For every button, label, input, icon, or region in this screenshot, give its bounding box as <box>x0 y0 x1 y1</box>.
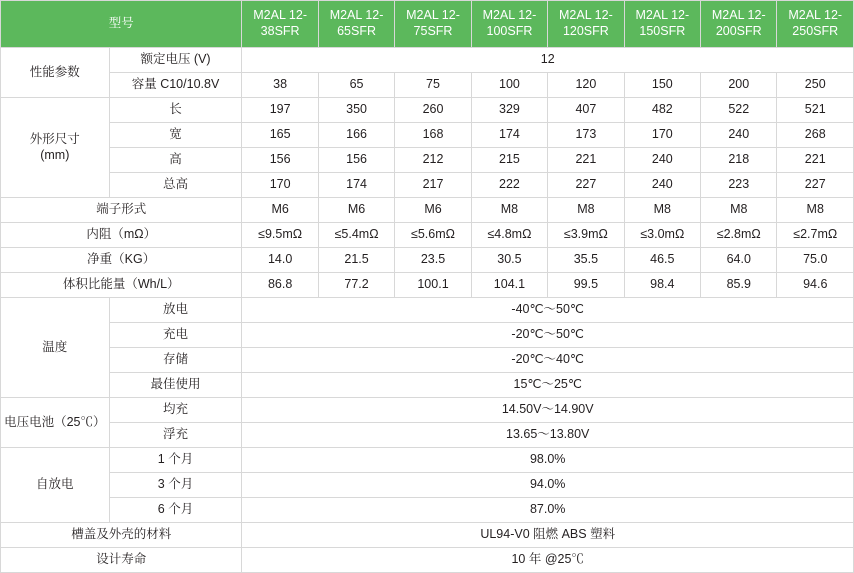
table-row <box>1 173 854 198</box>
row-label-internal-resistance: 内阻（mΩ） <box>1 223 242 248</box>
value-cell: 150 <box>624 73 700 98</box>
header-model-5: M2AL 12-150SFR <box>624 1 700 48</box>
value-charge-temp: -20℃～50℃ <box>242 323 854 348</box>
value-cell: 240 <box>624 148 700 173</box>
value-six-months: 87.0% <box>242 498 854 523</box>
value-storage-temp: -20℃～40℃ <box>242 348 854 373</box>
value-cell: ≤4.8mΩ <box>471 223 547 248</box>
table-row <box>1 398 854 423</box>
row-label-case-material: 槽盖及外壳的材料 <box>1 523 242 548</box>
value-cell: 250 <box>777 73 854 98</box>
value-equalize-charge: 14.50V～14.90V <box>242 398 854 423</box>
table-row <box>1 523 854 548</box>
value-cell: ≤9.5mΩ <box>242 223 318 248</box>
value-cell: 64.0 <box>701 248 777 273</box>
row-label-performance: 性能参数 <box>1 48 110 98</box>
table-row <box>1 348 854 373</box>
value-cell: 46.5 <box>624 248 700 273</box>
sub-label-rated-voltage: 额定电压 (V) <box>109 48 242 73</box>
value-design-life: 10 年 @25℃ <box>242 548 854 573</box>
value-cell: 98.4 <box>624 273 700 298</box>
sub-label-float-charge: 浮充 <box>109 423 242 448</box>
row-label-energy-density: 体积比能量（Wh/L） <box>1 273 242 298</box>
value-cell: 85.9 <box>701 273 777 298</box>
value-cell: 215 <box>471 148 547 173</box>
table-row <box>1 448 854 473</box>
value-cell: 65 <box>318 73 394 98</box>
table-row <box>1 548 854 573</box>
value-cell: 75.0 <box>777 248 854 273</box>
value-cell: 223 <box>701 173 777 198</box>
value-cell: 260 <box>395 98 471 123</box>
value-cell: 23.5 <box>395 248 471 273</box>
row-label-terminal: 端子形式 <box>1 198 242 223</box>
value-cell: 174 <box>318 173 394 198</box>
value-discharge-temp: -40℃～50℃ <box>242 298 854 323</box>
table-row <box>1 373 854 398</box>
value-cell: M8 <box>777 198 854 223</box>
value-cell: 482 <box>624 98 700 123</box>
table-row <box>1 273 854 298</box>
dimensions-unit: (mm) <box>40 147 70 162</box>
value-cell: 120 <box>548 73 624 98</box>
value-cell: 156 <box>242 148 318 173</box>
value-optimal-temp: 15℃～25℃ <box>242 373 854 398</box>
value-rated-voltage: 12 <box>242 48 854 73</box>
value-case-material: UL94-V0 阻燃 ABS 塑料 <box>242 523 854 548</box>
table-row <box>1 498 854 523</box>
sub-label-six-months: 6 个月 <box>109 498 242 523</box>
value-cell: 86.8 <box>242 273 318 298</box>
header-model-4: M2AL 12-120SFR <box>548 1 624 48</box>
value-cell: ≤2.8mΩ <box>701 223 777 248</box>
sub-label-height: 高 <box>109 148 242 173</box>
value-cell: 197 <box>242 98 318 123</box>
value-cell: 222 <box>471 173 547 198</box>
value-cell: 77.2 <box>318 273 394 298</box>
row-label-dimensions <box>1 98 110 198</box>
sub-label-storage: 存储 <box>109 348 242 373</box>
table-row <box>1 223 854 248</box>
table-row <box>1 48 854 73</box>
value-cell: 329 <box>471 98 547 123</box>
header-model-3: M2AL 12-100SFR <box>471 1 547 48</box>
value-cell: M8 <box>701 198 777 223</box>
sub-label-one-month: 1 个月 <box>109 448 242 473</box>
value-cell: 75 <box>395 73 471 98</box>
value-cell: 227 <box>777 173 854 198</box>
value-three-months: 94.0% <box>242 473 854 498</box>
value-cell: 212 <box>395 148 471 173</box>
value-cell: 168 <box>395 123 471 148</box>
header-model-label: 型号 <box>1 1 242 48</box>
value-cell: 218 <box>701 148 777 173</box>
value-cell: M8 <box>624 198 700 223</box>
value-cell: M8 <box>471 198 547 223</box>
value-cell: 217 <box>395 173 471 198</box>
table-row <box>1 473 854 498</box>
value-cell: 21.5 <box>318 248 394 273</box>
sub-label-capacity: 容量 C10/10.8V <box>109 73 242 98</box>
header-model-2: M2AL 12-75SFR <box>395 1 471 48</box>
row-label-voltage: 电压电池（25℃） <box>1 398 110 448</box>
value-cell: 200 <box>701 73 777 98</box>
value-cell: 156 <box>318 148 394 173</box>
sub-label-length: 长 <box>109 98 242 123</box>
value-cell: 170 <box>242 173 318 198</box>
value-cell: 35.5 <box>548 248 624 273</box>
value-cell: 14.0 <box>242 248 318 273</box>
table-row <box>1 198 854 223</box>
sub-label-width: 宽 <box>109 123 242 148</box>
table-row <box>1 423 854 448</box>
value-cell: 170 <box>624 123 700 148</box>
row-label-design-life: 设计寿命 <box>1 548 242 573</box>
row-label-temperature: 温度 <box>1 298 110 398</box>
value-cell: 221 <box>548 148 624 173</box>
value-cell: 221 <box>777 148 854 173</box>
value-cell: ≤5.6mΩ <box>395 223 471 248</box>
dimensions-label: 外形尺寸 <box>29 131 80 146</box>
value-cell: 94.6 <box>777 273 854 298</box>
value-cell: 173 <box>548 123 624 148</box>
value-cell: ≤3.9mΩ <box>548 223 624 248</box>
value-cell: M6 <box>318 198 394 223</box>
row-label-net-weight: 净重（KG） <box>1 248 242 273</box>
table-header-row <box>1 1 854 48</box>
value-cell: M6 <box>242 198 318 223</box>
value-cell: 240 <box>701 123 777 148</box>
table-row <box>1 323 854 348</box>
header-model-7: M2AL 12-250SFR <box>777 1 854 48</box>
value-cell: 240 <box>624 173 700 198</box>
value-cell: 38 <box>242 73 318 98</box>
value-cell: 350 <box>318 98 394 123</box>
value-cell: M6 <box>395 198 471 223</box>
value-float-charge: 13.65～13.80V <box>242 423 854 448</box>
sub-label-discharge: 放电 <box>109 298 242 323</box>
table-row <box>1 73 854 98</box>
header-model-0: M2AL 12-38SFR <box>242 1 318 48</box>
value-cell: 407 <box>548 98 624 123</box>
value-cell: M8 <box>548 198 624 223</box>
table-row <box>1 248 854 273</box>
row-label-self-discharge: 自放电 <box>1 448 110 523</box>
value-cell: 522 <box>701 98 777 123</box>
table-row <box>1 98 854 123</box>
table-row <box>1 298 854 323</box>
sub-label-optimal-use: 最佳使用 <box>109 373 242 398</box>
value-cell: 100.1 <box>395 273 471 298</box>
value-cell: 100 <box>471 73 547 98</box>
value-cell: 268 <box>777 123 854 148</box>
value-cell: 227 <box>548 173 624 198</box>
sub-label-charge: 充电 <box>109 323 242 348</box>
value-cell: 165 <box>242 123 318 148</box>
value-cell: 521 <box>777 98 854 123</box>
value-cell: 104.1 <box>471 273 547 298</box>
value-one-month: 98.0% <box>242 448 854 473</box>
sub-label-three-months: 3 个月 <box>109 473 242 498</box>
sub-label-total-height: 总高 <box>109 173 242 198</box>
value-cell: 174 <box>471 123 547 148</box>
table-row <box>1 148 854 173</box>
value-cell: 166 <box>318 123 394 148</box>
value-cell: ≤5.4mΩ <box>318 223 394 248</box>
table-row <box>1 123 854 148</box>
value-cell: 99.5 <box>548 273 624 298</box>
header-model-1: M2AL 12-65SFR <box>318 1 394 48</box>
value-cell: ≤3.0mΩ <box>624 223 700 248</box>
value-cell: ≤2.7mΩ <box>777 223 854 248</box>
value-cell: 30.5 <box>471 248 547 273</box>
header-model-6: M2AL 12-200SFR <box>701 1 777 48</box>
sub-label-equalize-charge: 均充 <box>109 398 242 423</box>
